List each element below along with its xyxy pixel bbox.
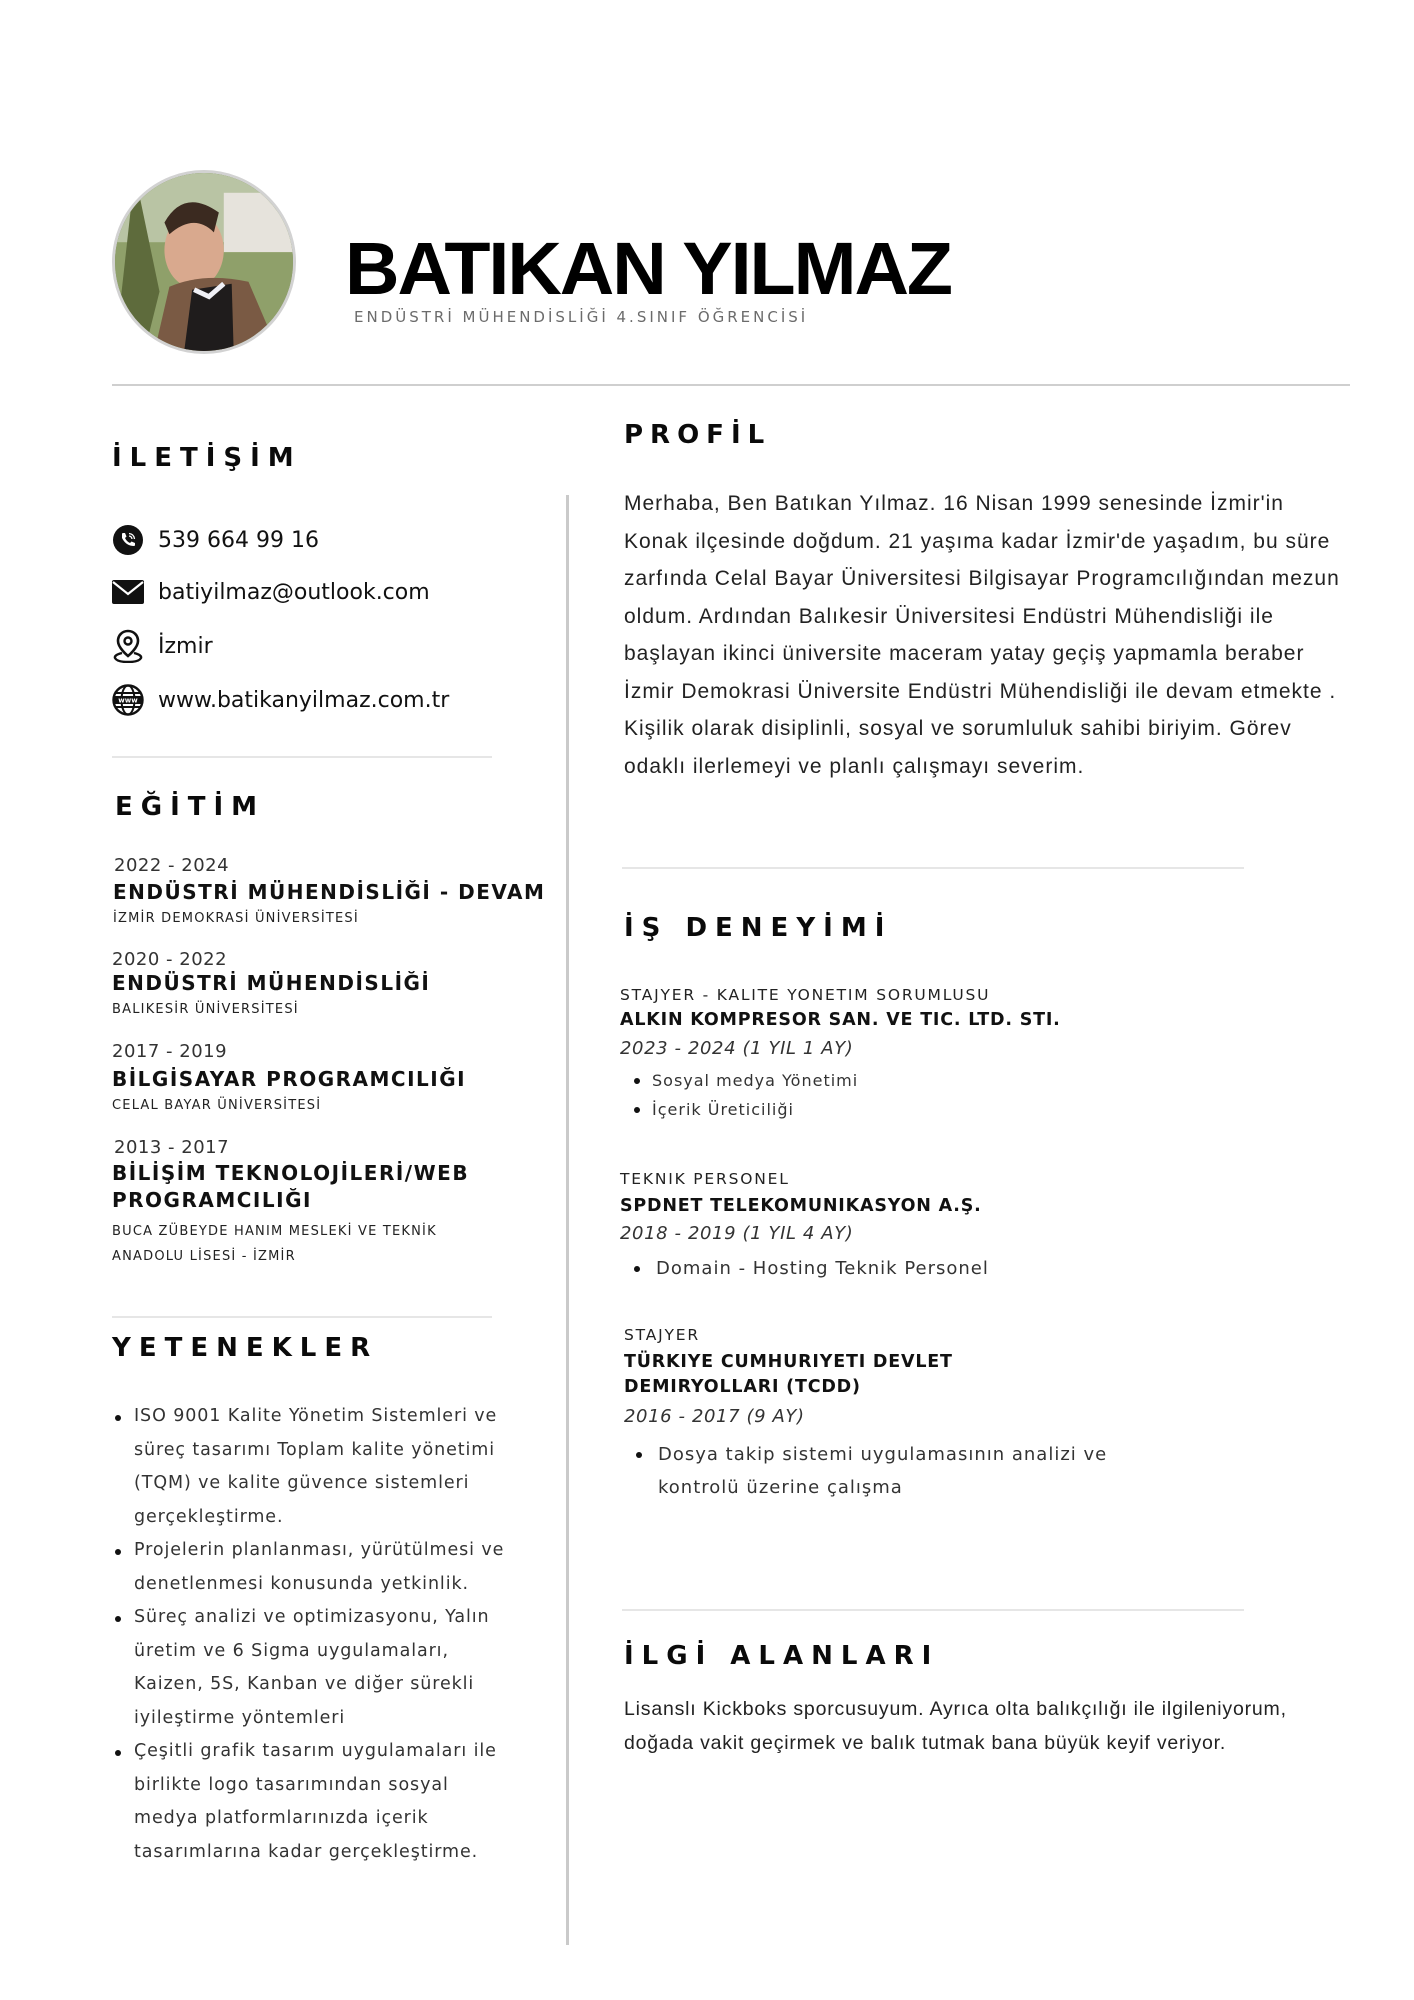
contact-email-text[interactable]: batiyilmaz@outlook.com [158, 579, 430, 605]
contact-website-text[interactable]: www.batikanyilmaz.com.tr [158, 687, 450, 713]
header-divider [112, 384, 1350, 386]
edu-school-line2: ANADOLU LİSESİ - İZMİR [112, 1249, 296, 1264]
job-role: STAJYER - KALITE YONETIM SORUMLUSU [620, 986, 991, 1004]
globe-www-icon [112, 684, 144, 716]
experience-heading: İŞ DENEYİMİ [624, 913, 893, 943]
right-divider-2 [622, 1609, 1244, 1611]
job-role: TEKNIK PERSONEL [620, 1170, 790, 1188]
interests-heading: İLGİ ALANLARI [624, 1641, 940, 1671]
job-period: 2016 - 2017 (9 AY) [624, 1406, 805, 1427]
left-divider-2 [112, 1316, 492, 1318]
job-bullets [624, 1066, 858, 1124]
job-company: ALKIN KOMPRESOR SAN. VE TIC. LTD. STI. [620, 1010, 1061, 1030]
edu-degree: BİLGİSAYAR PROGRAMCILIĞI [112, 1067, 467, 1091]
edu-degree: ENDÜSTRİ MÜHENDİSLİĞİ - DEVAM [113, 880, 546, 904]
edu-years: 2013 - 2017 [114, 1137, 230, 1158]
job-bullet: Domain - Hosting Teknik Personel [622, 1252, 989, 1285]
job-company-line1: TÜRKIYE CUMHURIYETI DEVLET [624, 1352, 953, 1372]
right-divider-1 [622, 867, 1244, 869]
skill-item: ISO 9001 Kalite Yönetim Sistemleri ve süreç tasarımı Toplam kalite yönetimi (TQM) ve kalite güvence sistemleri gerçekleştirme. [134, 1400, 514, 1534]
job-role: STAJYER [624, 1326, 700, 1344]
candidate-subtitle: ENDÜSTRİ MÜHENDİSLİĞİ 4.SINIF ÖĞRENCİSİ [354, 308, 809, 326]
phone-icon [112, 524, 144, 556]
edu-school-line1: BUCA ZÜBEYDE HANIM MESLEKİ VE TEKNİK [112, 1224, 437, 1239]
contact-phone-text[interactable]: 539 664 99 16 [158, 527, 319, 553]
skill-item: Çeşitli grafik tasarım uygulamaları ile birlikte logo tasarımından sosyal medya platformlarınızda içerik tasarımlarına kadar gerçekleştirme. [134, 1735, 514, 1869]
edu-degree: ENDÜSTRİ MÜHENDİSLİĞİ [112, 971, 431, 995]
job-bullet: İçerik Üreticiliği [624, 1095, 858, 1124]
column-divider [566, 495, 569, 1945]
contact-email [112, 575, 430, 609]
skills-heading: YETENEKLER [112, 1333, 379, 1363]
edu-degree-line1: BİLİŞİM TEKNOLOJİLERİ/WEB [112, 1161, 470, 1185]
edu-years: 2020 - 2022 [112, 949, 228, 970]
job-company: SPDNET TELEKOMUNIKASYON A.Ş. [620, 1196, 982, 1216]
edu-years: 2022 - 2024 [114, 855, 230, 876]
edu-degree-line2: PROGRAMCILIĞI [112, 1188, 312, 1212]
edu-school: BALIKESİR ÜNİVERSİTESİ [112, 1002, 299, 1017]
job-company-line2: DEMIRYOLLARI (TCDD) [624, 1377, 861, 1397]
skills-list [112, 1400, 514, 1869]
job-bullets [624, 1438, 1144, 1504]
edu-school: CELAL BAYAR ÜNİVERSİTESİ [112, 1098, 322, 1113]
job-bullet: Sosyal medya Yönetimi [624, 1066, 858, 1095]
contact-location-text: İzmir [158, 633, 213, 659]
email-icon [112, 576, 144, 608]
profile-photo [112, 170, 296, 354]
contact-phone [112, 523, 319, 557]
profile-heading: PROFİL [624, 420, 772, 450]
location-pin-icon [112, 630, 144, 662]
edu-school: İZMİR DEMOKRASİ ÜNİVERSİTESİ [113, 911, 359, 926]
job-bullets [622, 1252, 989, 1285]
left-divider-1 [112, 756, 492, 758]
education-heading: EĞİTİM [115, 792, 266, 822]
contact-location [112, 629, 213, 663]
candidate-name: BATIKAN YILMAZ [345, 227, 951, 310]
svg-text:www: www [118, 696, 138, 705]
skill-item: Projelerin planlanması, yürütülmesi ve denetlenmesi konusunda yetkinlik. [134, 1534, 514, 1601]
profile-text: Merhaba, Ben Batıkan Yılmaz. 16 Nisan 1999 senesinde İzmir'in Konak ilçesinde doğdum. 21 yaşıma kadar İzmir'de yaşadım, bu süre zarfında Celal Bayar Üniversitesi Bilgisayar Programcılığından mezun oldum. Ardından Balıkesir Üniversitesi Endüstri Mühendisliği ile başlayan ikinci üniversite maceram yatay geçiş yapmamla beraber İzmir Demokrasi Üniversite Endüstri Mühendisliği ile devam etmekte . Kişilik olarak disiplinli, sosyal ve sorumluluk sahibi biriyim. Görev odaklı ilerlemeyi ve planlı çalışmayı severim. [624, 492, 1340, 778]
skill-item: Süreç analizi ve optimizasyonu, Yalın üretim ve 6 Sigma uygulamaları, Kaizen, 5S, Kanban ve diğer sürekli iyileştirme yöntemleri [134, 1601, 514, 1735]
edu-years: 2017 - 2019 [112, 1041, 228, 1062]
job-period: 2023 - 2024 (1 YIL 1 AY) [620, 1038, 854, 1059]
profile-photo-icon [115, 173, 293, 351]
job-bullet: Dosya takip sistemi uygulamasının analizi ve kontrolü üzerine çalışma [624, 1438, 1144, 1504]
contact-heading: İLETİŞİM [112, 443, 302, 473]
job-period: 2018 - 2019 (1 YIL 4 AY) [620, 1223, 854, 1244]
interests-text: Lisanslı Kickboks sporcusuyum. Ayrıca olta balıkçılığı ile ilgileniyorum, doğada vakit geçirmek ve balık tutmak bana büyük keyif veriyor. [624, 1698, 1287, 1754]
contact-website [112, 683, 449, 717]
